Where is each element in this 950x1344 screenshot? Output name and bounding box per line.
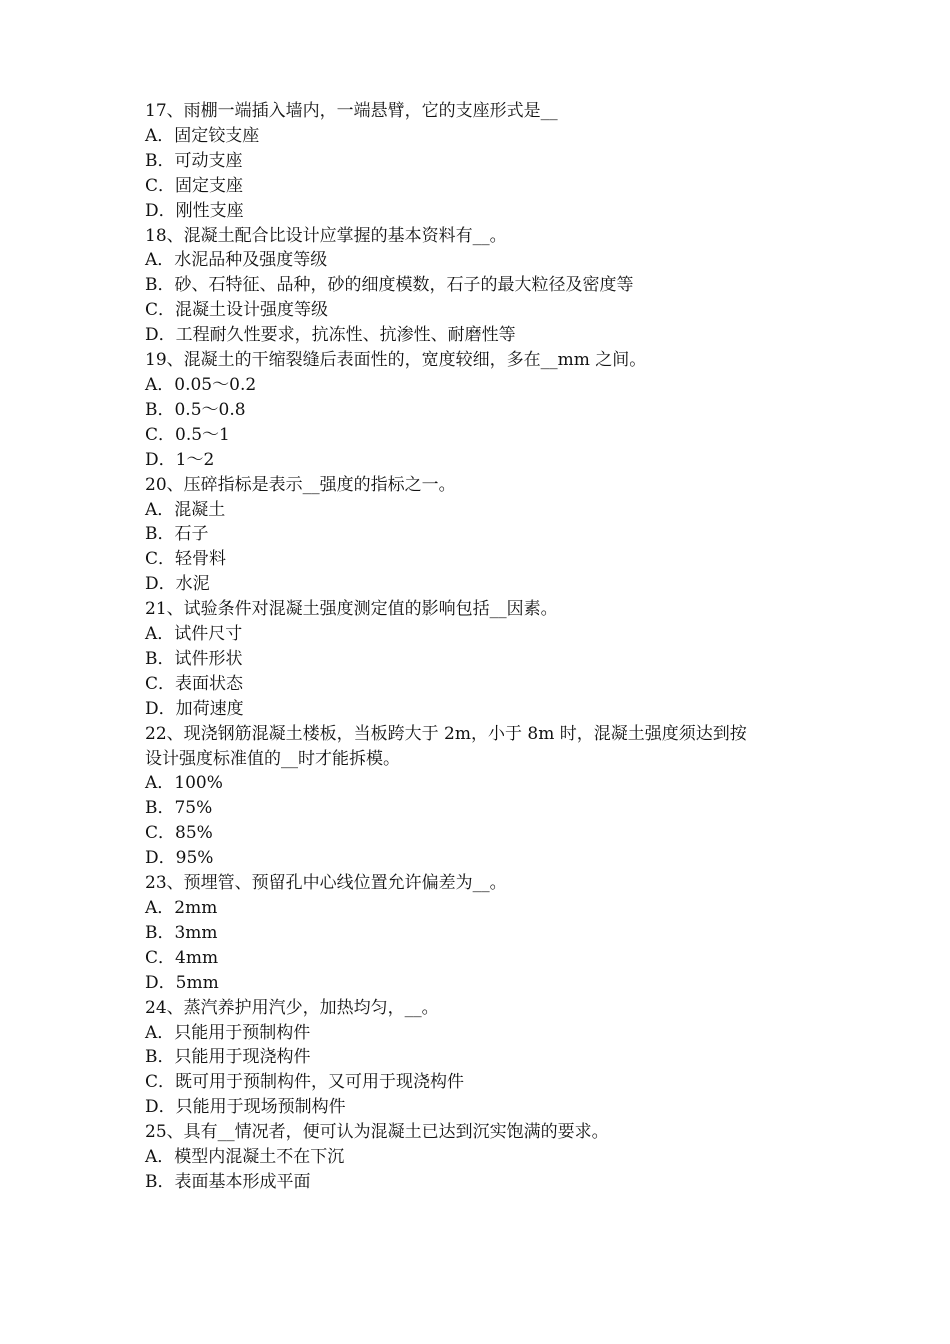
- question-stem: 19、混凝土的干缩裂缝后表面性的，宽度较细，多在__mm 之间。: [145, 350, 647, 371]
- option-c: C．0.5～1: [145, 424, 230, 445]
- option-c: C．既可用于预制构件，又可用于现浇构件: [145, 1072, 465, 1093]
- option-c: C．表面状态: [145, 673, 244, 694]
- option-a: A．混凝土: [145, 499, 226, 520]
- option-b: B．75%: [145, 798, 213, 819]
- question-20: [145, 473, 815, 598]
- option-d: D．1～2: [145, 449, 215, 470]
- question-18: [145, 224, 815, 349]
- question-stem-continued: 设计强度标准值的__时才能拆模。: [145, 748, 400, 769]
- option-b: B．表面基本形成平面: [145, 1171, 311, 1192]
- question-23: [145, 871, 815, 996]
- question-19: [145, 348, 815, 473]
- option-a: A．只能用于预制构件: [145, 1022, 311, 1043]
- option-b: B．石子: [145, 524, 209, 545]
- option-d: D．加荷速度: [145, 698, 244, 719]
- option-c: C．固定支座: [145, 175, 244, 196]
- option-c: C．混凝土设计强度等级: [145, 300, 329, 321]
- option-d: D．只能用于现场预制构件: [145, 1097, 346, 1118]
- question-stem: 21、试验条件对混凝土强度测定值的影响包括__因素。: [145, 599, 558, 620]
- question-stem: 23、预埋管、预留孔中心线位置允许偏差为__。: [145, 873, 507, 894]
- question-21: [145, 597, 815, 722]
- option-a: A．模型内混凝土不在下沉: [145, 1147, 345, 1168]
- option-b: B．只能用于现浇构件: [145, 1047, 311, 1068]
- option-b: B．砂、石特征、品种，砂的细度模数，石子的最大粒径及密度等: [145, 275, 634, 296]
- option-d: D．刚性支座: [145, 200, 244, 221]
- option-d: D．5mm: [145, 972, 219, 993]
- question-stem: 22、现浇钢筋混凝土楼板，当板跨大于 2m，小于 8m 时，混凝土强度须达到按: [145, 723, 747, 744]
- option-b: B．0.5～0.8: [145, 399, 246, 420]
- question-25: [145, 1120, 815, 1195]
- option-a: A．100%: [145, 773, 223, 794]
- question-stem: 18、混凝土配合比设计应掌握的基本资料有__。: [145, 225, 507, 246]
- option-d: D．水泥: [145, 574, 210, 595]
- question-stem: 24、蒸汽养护用汽少，加热均匀，__。: [145, 997, 439, 1018]
- option-a: A．水泥品种及强度等级: [145, 250, 328, 271]
- option-a: A．2mm: [145, 898, 218, 918]
- option-c: C．4mm: [145, 947, 219, 968]
- option-b: B．可动支座: [145, 150, 243, 171]
- document-page: [145, 99, 815, 1195]
- question-17: [145, 99, 815, 224]
- option-d: D．95%: [145, 848, 214, 869]
- option-c: C．轻骨料: [145, 549, 227, 570]
- question-22: [145, 722, 815, 871]
- option-a: A．固定铰支座: [145, 125, 260, 146]
- option-a: A．试件尺寸: [145, 624, 243, 645]
- option-d: D．工程耐久性要求，抗冻性、抗渗性、耐磨性等: [145, 325, 516, 346]
- option-b: B．3mm: [145, 922, 218, 943]
- option-a: A．0.05～0.2: [145, 374, 257, 395]
- option-c: C．85%: [145, 823, 213, 844]
- question-stem: 17、雨棚一端插入墙内，一端悬臂，它的支座形式是__: [145, 101, 558, 121]
- question-stem: 20、压碎指标是表示__强度的指标之一。: [145, 474, 456, 495]
- option-b: B．试件形状: [145, 648, 243, 669]
- question-24: [145, 996, 815, 1121]
- question-stem: 25、具有__情况者，便可认为混凝土已达到沉实饱满的要求。: [145, 1122, 609, 1143]
